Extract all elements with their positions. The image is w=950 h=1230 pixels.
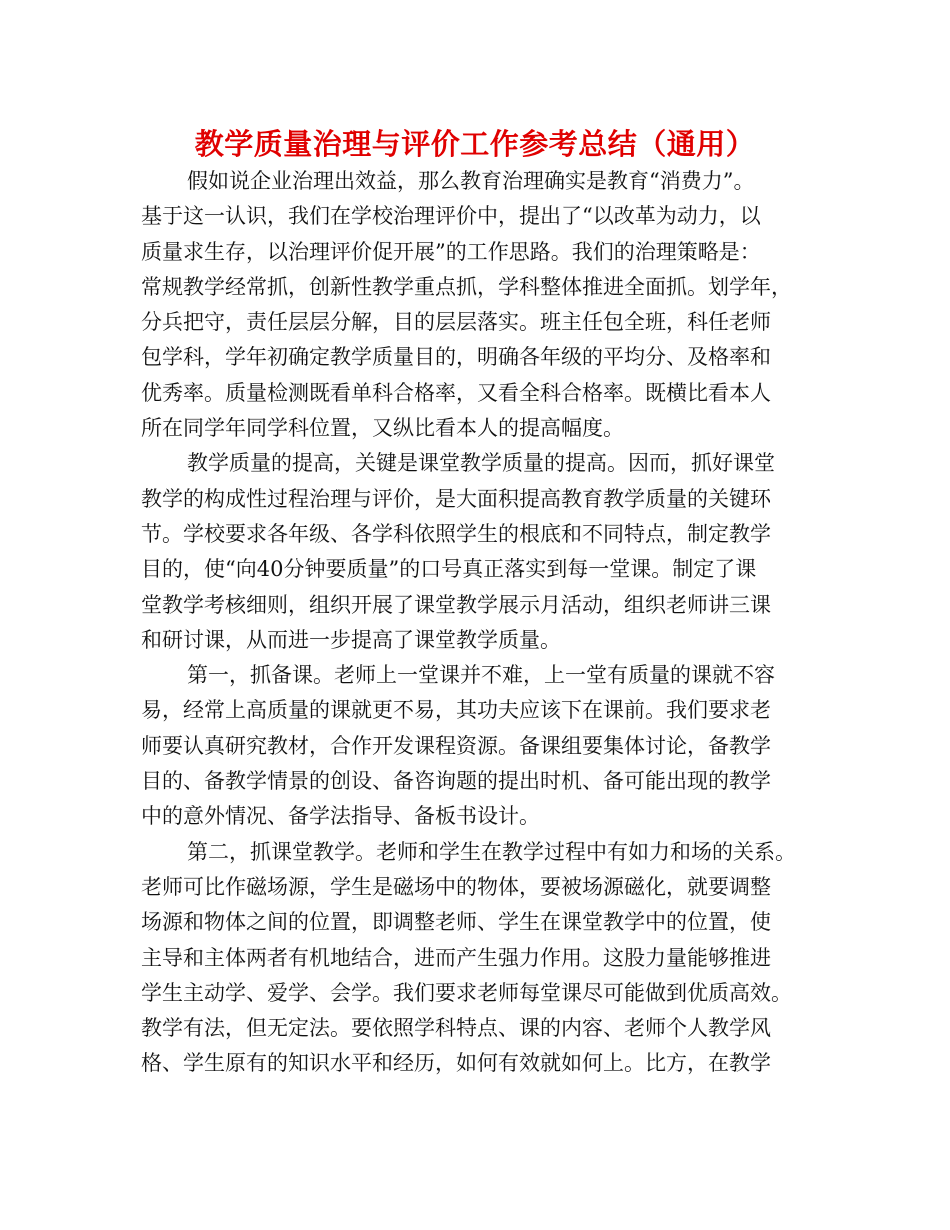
text-line: 假如说企业治理出效益，那么教育治理确实是教育“消费力”。	[187, 169, 755, 193]
text-line: 主导和主体两者有机地结合，进而产生强力作用。这股力量能够推进	[141, 945, 771, 970]
text-line: 常规教学经常抓，创新性教学重点抓，学科整体推进全面抓。划学年，	[141, 274, 792, 299]
text-line: 优秀率。质量检测既看单科合格率，又看全科合格率。既横比看本人	[141, 380, 771, 405]
text-line: 场源和物体之间的位置，即调整老师、学生在课堂教学中的位置，使	[141, 910, 771, 935]
text-line: 教学有法，但无定法。要依照学科特点、课的内容、老师个人教学风	[141, 1016, 771, 1041]
text-line: 包学科，学年初确定教学质量目的，明确各年级的平均分、及格率和	[141, 345, 771, 370]
text-line: 基于这一认识，我们在学校治理评价中，提出了“以改革为动力，以	[141, 204, 761, 229]
text-line: 第一，抓备课。老师上一堂课并不难，上一堂有质量的课就不容	[187, 663, 775, 688]
text-line: 教学质量的提高，关键是课堂教学质量的提高。因而，抓好课堂	[187, 451, 775, 476]
text-line: 第二，抓课堂教学。老师和学生在教学过程中有如力和场的关系。	[187, 839, 796, 864]
text-line: 目的、备教学情景的创设、备咨询题的提出时机、备可能出现的教学	[141, 769, 771, 794]
text-line: 易，经常上高质量的课就更不易，其功夫应该下在课前。我们要求老	[141, 698, 771, 723]
text-line: 分兵把守，责任层层分解，目的层层落实。班主任包全班，科任老师	[141, 310, 771, 335]
text-line: 教学的构成性过程治理与评价，是大面积提高教育教学质量的关键环	[141, 486, 771, 511]
document-body	[141, 164, 831, 1082]
text-line: 和研讨课，从而进一步提高了课堂教学质量。	[141, 627, 561, 652]
text-line: 所在同学年同学科位置，又纵比看本人的提高幅度。	[141, 416, 624, 441]
text-line: 中的意外情况、备学法指导、备板书设计。	[141, 804, 540, 829]
text-line: 目的，使“向40分钟要质量”的口号真正落实到每一堂课。制定了课	[141, 557, 757, 582]
text-line: 老师可比作磁场源，学生是磁场中的物体，要被场源磁化，就要调整	[141, 874, 771, 899]
text-line: 格、学生原有的知识水平和经历，如何有效就如何上。比方，在教学	[141, 1051, 771, 1076]
text-line: 堂教学考核细则，组织开展了课堂教学展示月活动，组织老师讲三课	[141, 592, 771, 617]
text-line: 师要认真研究教材，合作开发课程资源。备课组要集体讨论，备教学	[141, 733, 771, 758]
text-line: 质量求生存，以治理评价促开展”的工作思路。我们的治理策略是：	[141, 239, 761, 264]
text-line: 节。学校要求各年级、各学科依照学生的根底和不同特点，制定教学	[141, 521, 771, 546]
text-line: 学生主动学、爱学、会学。我们要求老师每堂课尽可能做到优质高效。	[141, 980, 792, 1005]
document-title: 教学质量治理与评价工作参考总结（通用）	[194, 127, 756, 161]
